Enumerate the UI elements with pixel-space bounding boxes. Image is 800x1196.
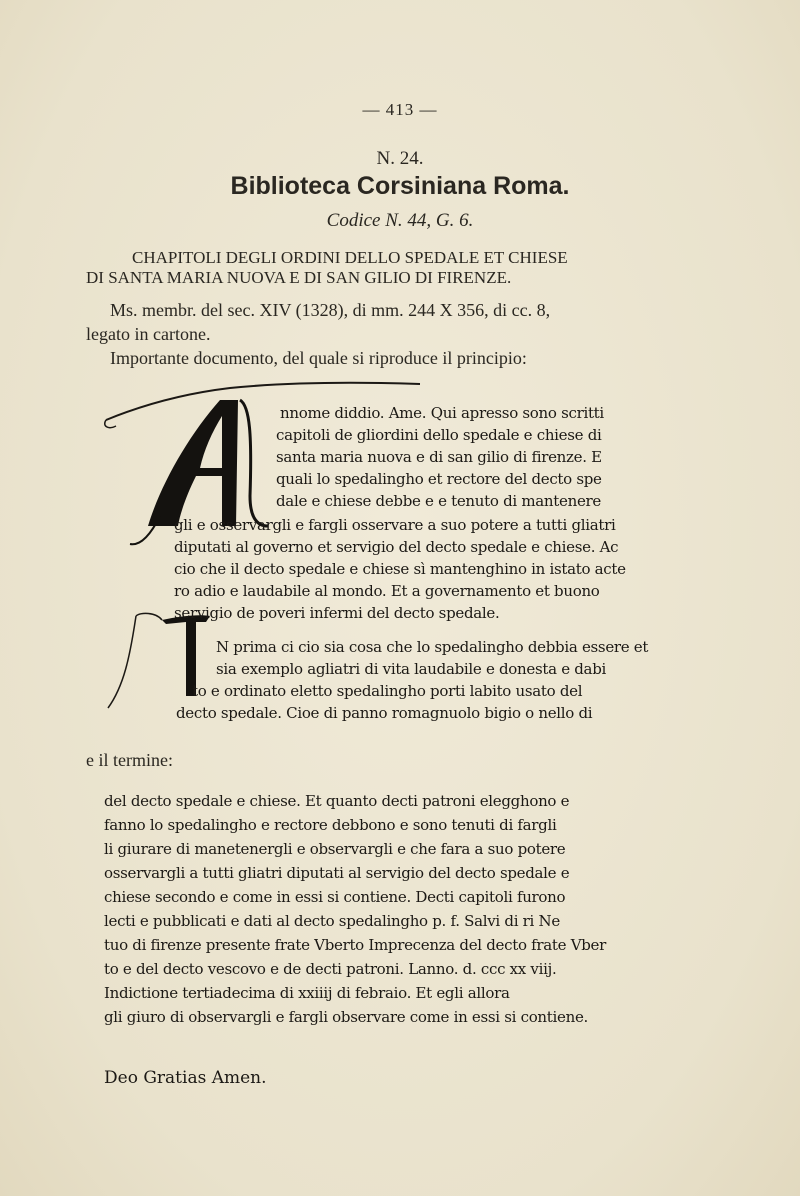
manuscript-description — [86, 298, 666, 346]
document-title-line-1: CHAPITOLI DEGLI ORDINI DELLO SPEDALE ET CHIESE — [132, 248, 568, 267]
incipit-line: servigio de poveri infermi del decto spedale. — [174, 604, 500, 622]
explicit-line: tuo di firenze presente frate Vberto Imprecenza del decto frate Vber — [104, 936, 606, 954]
explicit-line: chiese secondo e come in essi si contiene. Decti capitoli furono — [104, 888, 566, 906]
explicit-line: osservargli a tutti gliatri diputati al servigio del decto spedale e — [104, 864, 570, 882]
library-heading: Biblioteca Corsiniana Roma. — [230, 172, 570, 200]
incipit-line: N prima ci cio sia cosa che lo spedalingho debbia essere et — [216, 638, 649, 656]
incipit-line: capitoli de gliordini dello spedale e chiese di — [276, 426, 602, 444]
explicit-line: to e del decto vescovo e de decti patroni. Lanno. d. ccc xx viij. — [104, 960, 557, 978]
incipit-line: gli e osservargli e fargli osservare a suo potere a tutti gliatri — [174, 516, 616, 534]
incipit-line: ro adio e laudabile al mondo. Et a governamento et buono — [174, 582, 600, 600]
incipit-line: to e ordinato eletto spedalingho porti labito usato del — [192, 682, 583, 700]
closing-formula: Deo Gratias Amen. — [104, 1068, 267, 1088]
incipit-line: sia exemplo agliatri di vita laudabile e donesta e dabi — [216, 660, 606, 678]
incipit-line: diputati al governo et servigio del decto spedale e chiese. Ac — [174, 538, 619, 556]
entry-number: N. 24. — [376, 148, 424, 169]
explicit-line: fanno lo spedalingho e rectore debbono e sono tenuti di fargli — [104, 816, 557, 834]
explicit-line: li giurare di manetenergli e observargli e che fara a suo potere — [104, 840, 566, 858]
description-line-1: Ms. membr. del sec. XIV (1328), di mm. 244 X 356, di cc. 8, — [110, 300, 551, 320]
description-line-2: legato in cartone. — [86, 324, 211, 344]
manuscript-incipit-facsimile — [100, 376, 680, 746]
incipit-line: dale e chiese debbe e e tenuto di mantenere — [276, 492, 601, 510]
explicit-line: gli giuro di observargli e fargli observare come in essi si contiene. — [104, 1008, 589, 1026]
incipit-line: santa maria nuova e di san gilio di firenze. E — [276, 448, 602, 466]
termine-label: e il termine: — [86, 750, 173, 770]
page-number: — 413 — — [362, 100, 438, 119]
explicit-line: del decto spedale e chiese. Et quanto decti patroni elegghono e — [104, 792, 570, 810]
codice-reference: Codice N. 44, G. 6. — [326, 210, 474, 231]
explicit-line: lecti e pubblicati e dati al decto spedalingho p. f. Salvi di ri Ne — [104, 912, 560, 930]
incipit-line: nnome diddio. Ame. Qui apresso sono scritti — [280, 404, 604, 422]
incipit-line: decto spedale. Cioe di panno romagnuolo bigio o nello di — [176, 704, 593, 722]
incipit-line: cio che il decto spedale e chiese sì mantenghino in istato acte — [174, 560, 626, 578]
explicit-line: Indictione tertiadecima di xxiiij di febraio. Et egli allora — [104, 984, 510, 1002]
intro-text: Importante documento, del quale si riproduce il principio: — [110, 348, 527, 368]
incipit-line: quali lo spedalingho et rectore del decto spe — [276, 470, 602, 488]
document-title — [86, 248, 666, 288]
document-title-line-2: DI SANTA MARIA NUOVA E DI SAN GILIO DI FIRENZE. — [86, 268, 512, 287]
